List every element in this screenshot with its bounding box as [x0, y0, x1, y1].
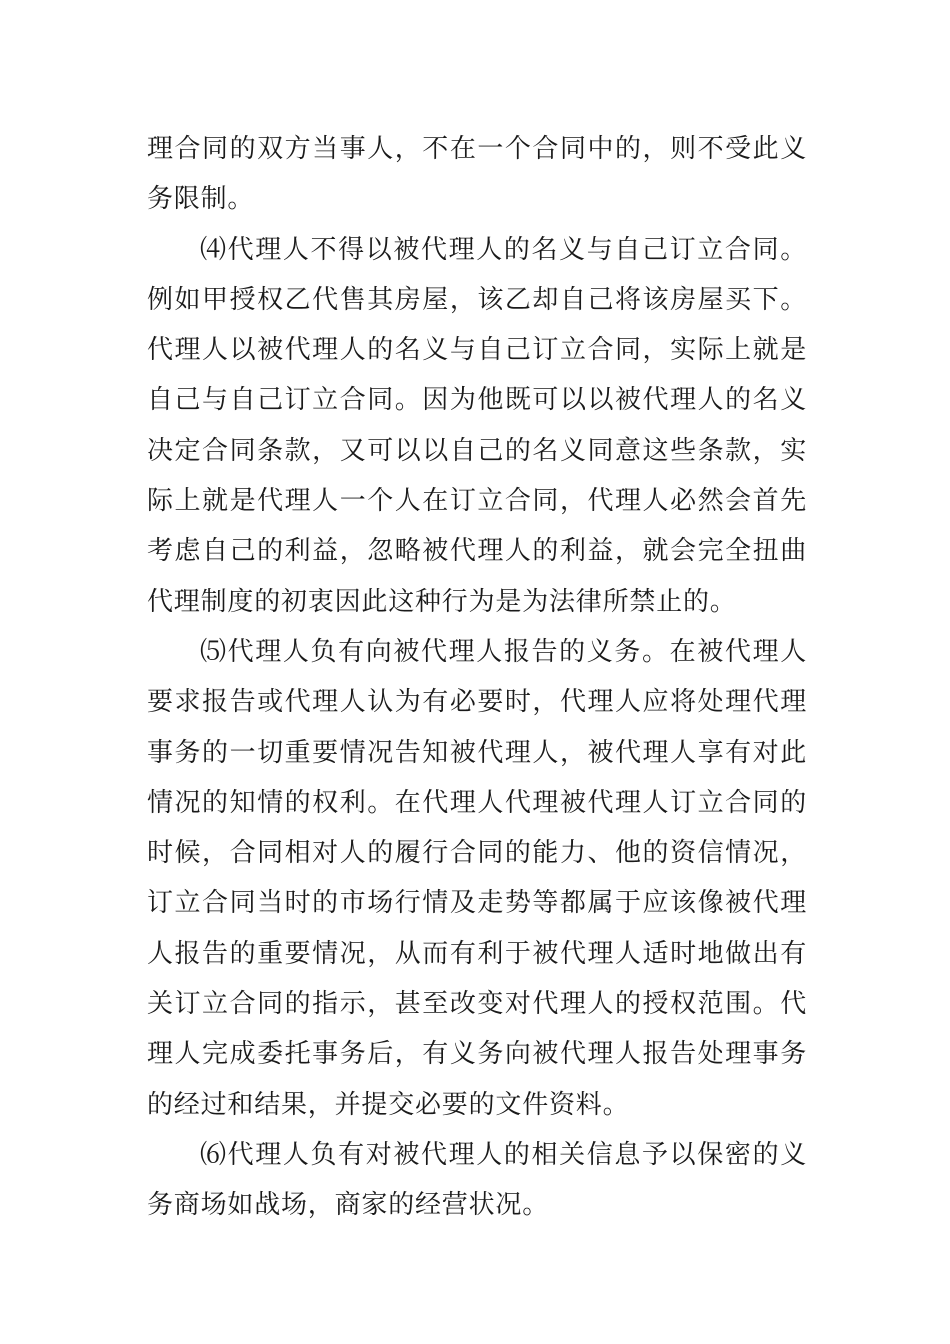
paragraph-item-6: ⑹代理人负有对被代理人的相关信息予以保密的义务商场如战场，商家的经营状况。: [147, 1139, 807, 1221]
paragraph-item-4: ⑷代理人不得以被代理人的名义与自己订立合同。例如甲授权乙代售其房屋，该乙却自己将该房屋买下。代理人以被代理人的名义与自己订立合同，实际上就是自己与自己订立合同。因为他既可以以被代理人的名义决定合同条款，又可以以自己的名义同意这些条款，实际上就是代理人一个人在订立合同，代理人必然会首先考虑自己的利益，忽略被代理人的利益，就会完全扭曲代理制度的初衷因此这种行为是为法律所禁止的。: [147, 234, 807, 617]
paragraph-continuation: 理合同的双方当事人，不在一个合同中的，则不受此义务限制。: [147, 134, 807, 215]
document-body: [147, 124, 807, 1231]
paragraph-item-5: ⑸代理人负有向被代理人报告的义务。在被代理人要求报告或代理人认为有必要时，代理人应将处理代理事务的一切重要情况告知被代理人，被代理人享有对此情况的知情的权利。在代理人代理被代理人订立合同的时候，合同相对人的履行合同的能力、他的资信情况，订立合同当时的市场行情及走势等都属于应该像被代理人报告的重要情况，从而有利于被代理人适时地做出有关订立合同的指示，甚至改变对代理人的授权范围。代理人完成委托事务后，有义务向被代理人报告处理事务的经过和结果，并提交必要的文件资料。: [147, 636, 807, 1120]
